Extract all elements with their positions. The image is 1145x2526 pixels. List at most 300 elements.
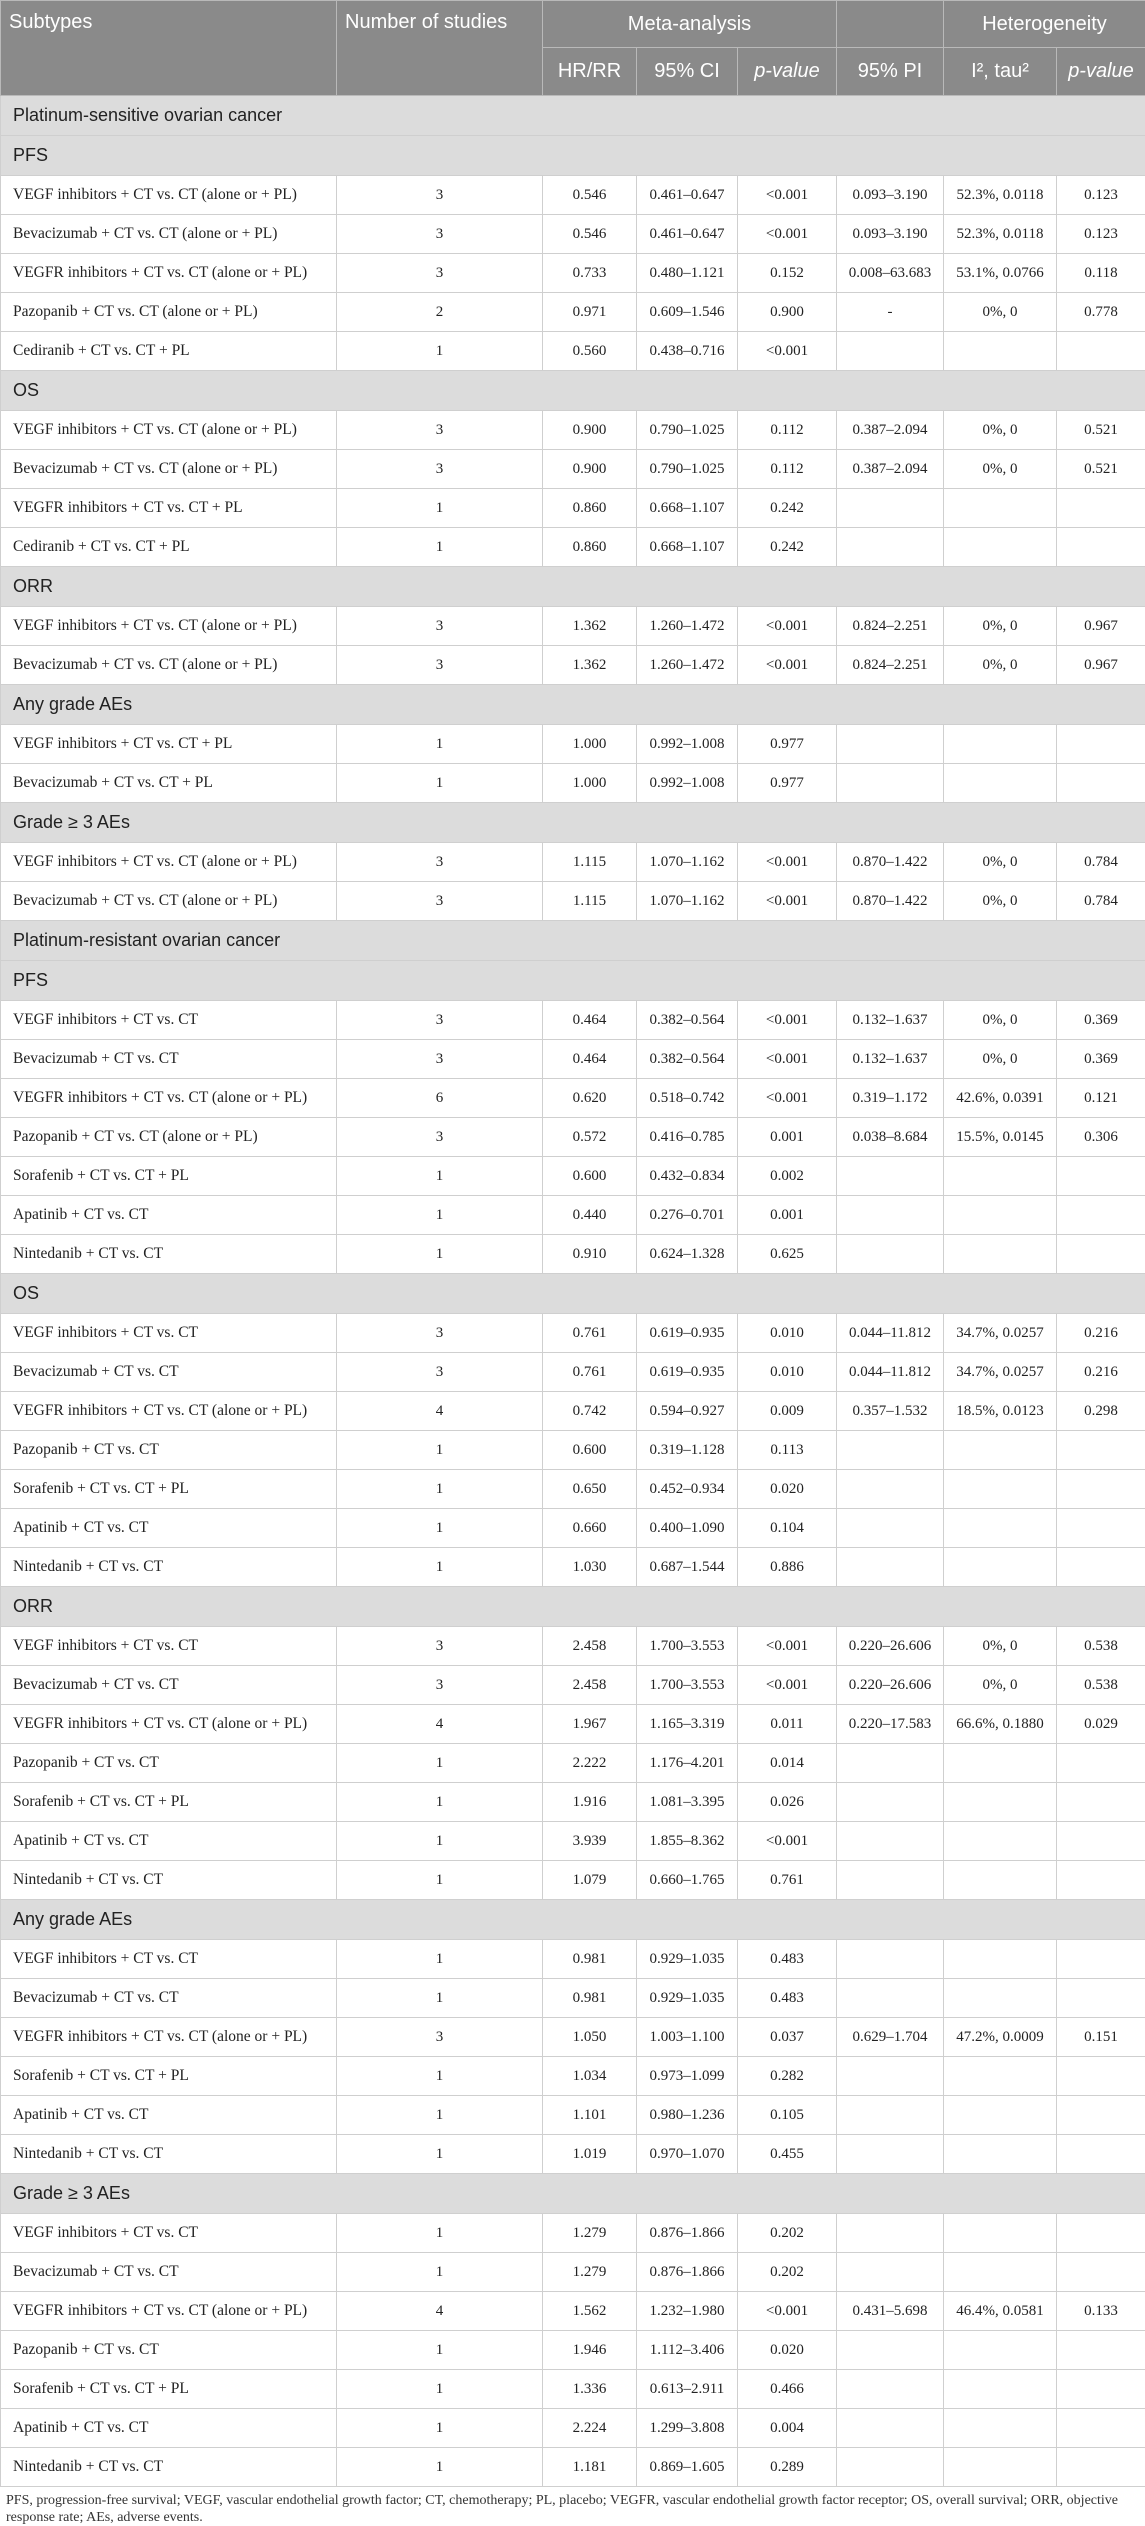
cell-p-value: 0.112: [738, 450, 837, 489]
table-row: [1, 725, 1145, 764]
cell-comparison: Bevacizumab + CT vs. CT: [1, 1979, 337, 2018]
cell-95-pi: [837, 1940, 944, 1979]
cell-hr-rr: 0.572: [543, 1118, 637, 1157]
cell-comparison: VEGFR inhibitors + CT vs. CT (alone or + PL): [1, 1079, 337, 1118]
cell-hr-rr: 1.362: [543, 607, 637, 646]
section-label: Any grade AEs: [1, 1900, 1145, 1940]
section-label: ORR: [1, 567, 1145, 607]
cell-number-of-studies: 3: [337, 1001, 543, 1040]
table-row: [1, 1861, 1145, 1900]
cell-number-of-studies: 2: [337, 293, 543, 332]
cell-95-ci: 0.687–1.544: [637, 1548, 738, 1587]
cell-95-ci: 1.700–3.553: [637, 1627, 738, 1666]
cell-number-of-studies: 1: [337, 1940, 543, 1979]
cell-95-ci: 0.973–1.099: [637, 2057, 738, 2096]
table-row: [1, 1979, 1145, 2018]
cell-hr-rr: 1.079: [543, 1861, 637, 1900]
cell-hr-rr: 0.761: [543, 1314, 637, 1353]
cell-comparison: Cediranib + CT vs. CT + PL: [1, 332, 337, 371]
cell-number-of-studies: 4: [337, 1392, 543, 1431]
cell-p-value: 0.004: [738, 2409, 837, 2448]
cell-number-of-studies: 1: [337, 332, 543, 371]
table-row: [1, 764, 1145, 803]
cell-hr-rr: 1.279: [543, 2253, 637, 2292]
cell-i2-tau2: [944, 725, 1057, 764]
cell-comparison: Sorafenib + CT vs. CT + PL: [1, 1783, 337, 1822]
cell-i2-tau2: 42.6%, 0.0391: [944, 1079, 1057, 1118]
cell-95-ci: 0.594–0.927: [637, 1392, 738, 1431]
cell-i2-tau2: 0%, 0: [944, 646, 1057, 685]
cell-het-p-value: [1057, 764, 1145, 803]
cell-i2-tau2: [944, 1979, 1057, 2018]
cell-hr-rr: 0.600: [543, 1431, 637, 1470]
cell-number-of-studies: 1: [337, 725, 543, 764]
cell-i2-tau2: [944, 1157, 1057, 1196]
cell-i2-tau2: 46.4%, 0.0581: [944, 2292, 1057, 2331]
cell-95-pi: 0.387–2.094: [837, 411, 944, 450]
cell-comparison: Sorafenib + CT vs. CT + PL: [1, 1157, 337, 1196]
cell-comparison: Sorafenib + CT vs. CT + PL: [1, 2057, 337, 2096]
cell-hr-rr: 0.981: [543, 1979, 637, 2018]
cell-p-value: 0.625: [738, 1235, 837, 1274]
cell-95-pi: 0.220–26.606: [837, 1627, 944, 1666]
cell-hr-rr: 0.546: [543, 176, 637, 215]
table-row: [1, 1314, 1145, 1353]
cell-hr-rr: 1.050: [543, 2018, 637, 2057]
header-95-pi: 95% PI: [837, 48, 944, 96]
cell-i2-tau2: 52.3%, 0.0118: [944, 215, 1057, 254]
cell-number-of-studies: 3: [337, 176, 543, 215]
header-subtypes: Subtypes: [1, 1, 337, 96]
cell-number-of-studies: 3: [337, 450, 543, 489]
cell-i2-tau2: [944, 2135, 1057, 2174]
cell-p-value: 0.289: [738, 2448, 837, 2487]
cell-95-pi: [837, 1744, 944, 1783]
cell-95-ci: 1.260–1.472: [637, 607, 738, 646]
cell-95-pi: [837, 1157, 944, 1196]
cell-95-ci: 0.438–0.716: [637, 332, 738, 371]
cell-95-pi: [837, 2057, 944, 2096]
cell-comparison: Nintedanib + CT vs. CT: [1, 1548, 337, 1587]
cell-het-p-value: [1057, 1235, 1145, 1274]
cell-comparison: Sorafenib + CT vs. CT + PL: [1, 2370, 337, 2409]
cell-hr-rr: 1.916: [543, 1783, 637, 1822]
table-row: [1, 293, 1145, 332]
cell-i2-tau2: [944, 2096, 1057, 2135]
section-row: [1, 961, 1145, 1001]
cell-p-value: 0.009: [738, 1392, 837, 1431]
cell-het-p-value: 0.784: [1057, 843, 1145, 882]
cell-number-of-studies: 1: [337, 2331, 543, 2370]
cell-i2-tau2: 52.3%, 0.0118: [944, 176, 1057, 215]
cell-het-p-value: 0.298: [1057, 1392, 1145, 1431]
cell-comparison: Bevacizumab + CT vs. CT: [1, 1040, 337, 1079]
header-i2-tau2: I², tau²: [944, 48, 1057, 96]
header-empty: [837, 1, 944, 48]
cell-comparison: Apatinib + CT vs. CT: [1, 1509, 337, 1548]
cell-comparison: Nintedanib + CT vs. CT: [1, 2135, 337, 2174]
cell-p-value: <0.001: [738, 1822, 837, 1861]
cell-hr-rr: 2.458: [543, 1627, 637, 1666]
table-row: [1, 332, 1145, 371]
section-label: ORR: [1, 1587, 1145, 1627]
cell-hr-rr: 1.034: [543, 2057, 637, 2096]
table-row: [1, 1666, 1145, 1705]
cell-95-pi: 0.431–5.698: [837, 2292, 944, 2331]
cell-het-p-value: [1057, 2370, 1145, 2409]
cell-comparison: Pazopanib + CT vs. CT: [1, 2331, 337, 2370]
section-row: [1, 1274, 1145, 1314]
cell-i2-tau2: [944, 1509, 1057, 1548]
cell-95-pi: 0.870–1.422: [837, 882, 944, 921]
cell-p-value: <0.001: [738, 176, 837, 215]
cell-number-of-studies: 1: [337, 2253, 543, 2292]
table-row: [1, 1705, 1145, 1744]
cell-hr-rr: 3.939: [543, 1822, 637, 1861]
header-het-p-value: p-value: [1057, 48, 1145, 96]
table-row: [1, 1509, 1145, 1548]
cell-hr-rr: 1.115: [543, 843, 637, 882]
table-row: [1, 1822, 1145, 1861]
cell-p-value: 0.113: [738, 1431, 837, 1470]
cell-i2-tau2: 0%, 0: [944, 1001, 1057, 1040]
cell-hr-rr: 0.742: [543, 1392, 637, 1431]
cell-het-p-value: 0.967: [1057, 646, 1145, 685]
cell-comparison: VEGFR inhibitors + CT vs. CT (alone or + PL): [1, 1705, 337, 1744]
cell-95-ci: 0.452–0.934: [637, 1470, 738, 1509]
cell-comparison: Pazopanib + CT vs. CT: [1, 1431, 337, 1470]
cell-i2-tau2: 0%, 0: [944, 1666, 1057, 1705]
table-row: [1, 1940, 1145, 1979]
cell-hr-rr: 0.981: [543, 1940, 637, 1979]
cell-number-of-studies: 3: [337, 1118, 543, 1157]
cell-number-of-studies: 4: [337, 2292, 543, 2331]
cell-95-ci: 0.660–1.765: [637, 1861, 738, 1900]
cell-number-of-studies: 1: [337, 2214, 543, 2253]
section-label: OS: [1, 1274, 1145, 1314]
cell-p-value: 0.886: [738, 1548, 837, 1587]
cell-i2-tau2: 0%, 0: [944, 293, 1057, 332]
cell-number-of-studies: 1: [337, 764, 543, 803]
cell-number-of-studies: 3: [337, 254, 543, 293]
section-label: Any grade AEs: [1, 685, 1145, 725]
table-row: [1, 450, 1145, 489]
cell-95-ci: 0.876–1.866: [637, 2253, 738, 2292]
cell-95-pi: [837, 1979, 944, 2018]
cell-95-ci: 1.176–4.201: [637, 1744, 738, 1783]
cell-i2-tau2: [944, 2214, 1057, 2253]
cell-i2-tau2: 0%, 0: [944, 1627, 1057, 1666]
cell-95-ci: 1.165–3.319: [637, 1705, 738, 1744]
cell-hr-rr: 0.761: [543, 1353, 637, 1392]
cell-i2-tau2: [944, 1470, 1057, 1509]
cell-comparison: VEGFR inhibitors + CT vs. CT (alone or + PL): [1, 2018, 337, 2057]
cell-95-ci: 0.929–1.035: [637, 1979, 738, 2018]
cell-p-value: 0.761: [738, 1861, 837, 1900]
cell-95-pi: [837, 1861, 944, 1900]
cell-comparison: VEGF inhibitors + CT vs. CT: [1, 1627, 337, 1666]
cell-p-value: 0.001: [738, 1118, 837, 1157]
cell-hr-rr: 0.650: [543, 1470, 637, 1509]
cell-p-value: 0.466: [738, 2370, 837, 2409]
cell-het-p-value: [1057, 1431, 1145, 1470]
section-label: Grade ≥ 3 AEs: [1, 2174, 1145, 2214]
cell-hr-rr: 1.000: [543, 725, 637, 764]
header-meta-analysis: Meta-analysis: [543, 1, 837, 48]
cell-i2-tau2: [944, 1548, 1057, 1587]
cell-p-value: 0.112: [738, 411, 837, 450]
cell-number-of-studies: 1: [337, 1235, 543, 1274]
cell-p-value: 0.282: [738, 2057, 837, 2096]
cell-het-p-value: [1057, 1470, 1145, 1509]
section-row: [1, 803, 1145, 843]
cell-p-value: <0.001: [738, 215, 837, 254]
cell-hr-rr: 2.458: [543, 1666, 637, 1705]
table-row: [1, 2253, 1145, 2292]
cell-het-p-value: [1057, 1940, 1145, 1979]
cell-i2-tau2: [944, 2409, 1057, 2448]
cell-95-ci: 0.276–0.701: [637, 1196, 738, 1235]
table-row: [1, 2018, 1145, 2057]
cell-95-ci: 0.869–1.605: [637, 2448, 738, 2487]
cell-i2-tau2: 0%, 0: [944, 843, 1057, 882]
section-label: Grade ≥ 3 AEs: [1, 803, 1145, 843]
section-row: [1, 1587, 1145, 1627]
cell-95-pi: [837, 528, 944, 567]
cell-i2-tau2: 53.1%, 0.0766: [944, 254, 1057, 293]
cell-95-pi: 0.824–2.251: [837, 646, 944, 685]
cell-95-ci: 0.461–0.647: [637, 176, 738, 215]
cell-het-p-value: [1057, 2448, 1145, 2487]
table-row: [1, 1040, 1145, 1079]
cell-comparison: Bevacizumab + CT vs. CT: [1, 1353, 337, 1392]
cell-het-p-value: [1057, 1157, 1145, 1196]
cell-95-pi: [837, 1783, 944, 1822]
cell-p-value: 0.900: [738, 293, 837, 332]
cell-95-ci: 0.992–1.008: [637, 764, 738, 803]
cell-number-of-studies: 1: [337, 1470, 543, 1509]
section-label: OS: [1, 371, 1145, 411]
cell-comparison: Pazopanib + CT vs. CT (alone or + PL): [1, 1118, 337, 1157]
cell-number-of-studies: 3: [337, 1353, 543, 1392]
cell-het-p-value: [1057, 2214, 1145, 2253]
cell-95-pi: [837, 1431, 944, 1470]
cell-hr-rr: 1.030: [543, 1548, 637, 1587]
cell-hr-rr: 1.336: [543, 2370, 637, 2409]
table-row: [1, 2096, 1145, 2135]
cell-number-of-studies: 1: [337, 489, 543, 528]
cell-95-pi: -: [837, 293, 944, 332]
cell-het-p-value: 0.029: [1057, 1705, 1145, 1744]
cell-p-value: 0.020: [738, 1470, 837, 1509]
header-number-of-studies: Number of studies: [337, 1, 543, 96]
cell-95-pi: 0.044–11.812: [837, 1353, 944, 1392]
cell-number-of-studies: 3: [337, 2018, 543, 2057]
cell-i2-tau2: 0%, 0: [944, 450, 1057, 489]
cell-p-value: <0.001: [738, 1666, 837, 1705]
cell-het-p-value: 0.133: [1057, 2292, 1145, 2331]
table-row: [1, 1196, 1145, 1235]
cell-i2-tau2: [944, 1861, 1057, 1900]
cell-95-ci: 0.432–0.834: [637, 1157, 738, 1196]
cell-p-value: 0.202: [738, 2214, 837, 2253]
table-row: [1, 2370, 1145, 2409]
cell-i2-tau2: [944, 1822, 1057, 1861]
cell-comparison: VEGF inhibitors + CT vs. CT: [1, 2214, 337, 2253]
cell-het-p-value: 0.123: [1057, 176, 1145, 215]
table-row: [1, 2292, 1145, 2331]
table-row: [1, 1235, 1145, 1274]
cell-hr-rr: 0.440: [543, 1196, 637, 1235]
cell-p-value: 0.152: [738, 254, 837, 293]
cell-p-value: <0.001: [738, 1627, 837, 1666]
cell-hr-rr: 0.546: [543, 215, 637, 254]
cell-p-value: <0.001: [738, 1040, 837, 1079]
cell-hr-rr: 0.733: [543, 254, 637, 293]
cell-95-ci: 0.929–1.035: [637, 1940, 738, 1979]
cell-p-value: 0.242: [738, 489, 837, 528]
cell-het-p-value: 0.369: [1057, 1040, 1145, 1079]
cell-comparison: Nintedanib + CT vs. CT: [1, 2448, 337, 2487]
cell-p-value: <0.001: [738, 1079, 837, 1118]
cell-p-value: <0.001: [738, 882, 837, 921]
cell-95-ci: 0.668–1.107: [637, 489, 738, 528]
cell-i2-tau2: [944, 332, 1057, 371]
cell-i2-tau2: [944, 2448, 1057, 2487]
cell-het-p-value: [1057, 2096, 1145, 2135]
table-row: [1, 1470, 1145, 1509]
cell-p-value: <0.001: [738, 332, 837, 371]
cell-comparison: VEGFR inhibitors + CT vs. CT (alone or + PL): [1, 254, 337, 293]
cell-number-of-studies: 3: [337, 646, 543, 685]
cell-95-ci: 0.613–2.911: [637, 2370, 738, 2409]
cell-het-p-value: [1057, 1822, 1145, 1861]
cell-95-ci: 0.382–0.564: [637, 1001, 738, 1040]
cell-95-pi: 0.220–17.583: [837, 1705, 944, 1744]
cell-p-value: 0.483: [738, 1979, 837, 2018]
table-header: [1, 1, 1145, 96]
cell-het-p-value: [1057, 1783, 1145, 1822]
table-row: [1, 607, 1145, 646]
cell-95-pi: [837, 1509, 944, 1548]
cell-comparison: VEGF inhibitors + CT vs. CT: [1, 1940, 337, 1979]
cell-number-of-studies: 1: [337, 1783, 543, 1822]
cell-95-ci: 0.980–1.236: [637, 2096, 738, 2135]
table-row: [1, 1353, 1145, 1392]
cell-p-value: 0.020: [738, 2331, 837, 2370]
cell-number-of-studies: 3: [337, 882, 543, 921]
table-row: [1, 1079, 1145, 1118]
table-row: [1, 2214, 1145, 2253]
header-95-ci: 95% CI: [637, 48, 738, 96]
cell-95-pi: 0.093–3.190: [837, 215, 944, 254]
cell-comparison: VEGF inhibitors + CT vs. CT + PL: [1, 725, 337, 764]
cell-i2-tau2: 47.2%, 0.0009: [944, 2018, 1057, 2057]
cell-i2-tau2: [944, 489, 1057, 528]
cell-hr-rr: 1.101: [543, 2096, 637, 2135]
cell-number-of-studies: 1: [337, 2370, 543, 2409]
cell-95-pi: 0.008–63.683: [837, 254, 944, 293]
section-label: Platinum-resistant ovarian cancer: [1, 921, 1145, 961]
cell-comparison: Bevacizumab + CT vs. CT: [1, 1666, 337, 1705]
cell-95-ci: 0.624–1.328: [637, 1235, 738, 1274]
cell-95-pi: [837, 2409, 944, 2448]
cell-p-value: 0.001: [738, 1196, 837, 1235]
cell-comparison: Bevacizumab + CT vs. CT (alone or + PL): [1, 646, 337, 685]
cell-p-value: 0.037: [738, 2018, 837, 2057]
cell-comparison: VEGF inhibitors + CT vs. CT (alone or + PL): [1, 411, 337, 450]
section-row: [1, 2174, 1145, 2214]
cell-p-value: 0.104: [738, 1509, 837, 1548]
cell-i2-tau2: 34.7%, 0.0257: [944, 1314, 1057, 1353]
cell-het-p-value: [1057, 1861, 1145, 1900]
cell-number-of-studies: 1: [337, 2448, 543, 2487]
section-row: [1, 371, 1145, 411]
cell-95-pi: 0.824–2.251: [837, 607, 944, 646]
section-row: [1, 136, 1145, 176]
cell-number-of-studies: 1: [337, 1822, 543, 1861]
cell-het-p-value: 0.216: [1057, 1314, 1145, 1353]
cell-number-of-studies: 3: [337, 1040, 543, 1079]
cell-number-of-studies: 1: [337, 2135, 543, 2174]
cell-95-pi: 0.132–1.637: [837, 1001, 944, 1040]
cell-het-p-value: [1057, 1196, 1145, 1235]
cell-het-p-value: 0.306: [1057, 1118, 1145, 1157]
cell-95-ci: 1.855–8.362: [637, 1822, 738, 1861]
cell-p-value: 0.977: [738, 725, 837, 764]
cell-95-pi: 0.038–8.684: [837, 1118, 944, 1157]
cell-number-of-studies: 3: [337, 215, 543, 254]
cell-het-p-value: 0.369: [1057, 1001, 1145, 1040]
cell-comparison: Nintedanib + CT vs. CT: [1, 1861, 337, 1900]
cell-95-ci: 0.518–0.742: [637, 1079, 738, 1118]
table-row: [1, 2331, 1145, 2370]
cell-95-ci: 1.081–3.395: [637, 1783, 738, 1822]
cell-number-of-studies: 3: [337, 411, 543, 450]
cell-hr-rr: 1.946: [543, 2331, 637, 2370]
cell-i2-tau2: [944, 2370, 1057, 2409]
cell-number-of-studies: 3: [337, 1627, 543, 1666]
cell-hr-rr: 0.464: [543, 1001, 637, 1040]
cell-p-value: 0.011: [738, 1705, 837, 1744]
table-row: [1, 176, 1145, 215]
cell-95-ci: 0.668–1.107: [637, 528, 738, 567]
cell-95-pi: [837, 2096, 944, 2135]
cell-95-ci: 1.232–1.980: [637, 2292, 738, 2331]
table-row: [1, 528, 1145, 567]
cell-i2-tau2: 34.7%, 0.0257: [944, 1353, 1057, 1392]
table-footnote: PFS, progression-free survival; VEGF, vascular endothelial growth factor; CT, chemotherapy; PL, placebo; VEGFR, vascular endothelial growth factor receptor; OS, overall survival; ORR, objective response rate; AEs, adverse events.: [0, 2487, 1145, 2526]
cell-95-pi: 0.044–11.812: [837, 1314, 944, 1353]
cell-p-value: 0.010: [738, 1314, 837, 1353]
cell-hr-rr: 0.560: [543, 332, 637, 371]
cell-95-ci: 1.070–1.162: [637, 843, 738, 882]
cell-95-pi: 0.220–26.606: [837, 1666, 944, 1705]
cell-p-value: <0.001: [738, 607, 837, 646]
cell-comparison: Apatinib + CT vs. CT: [1, 2096, 337, 2135]
section-label: Platinum-sensitive ovarian cancer: [1, 96, 1145, 136]
cell-p-value: 0.977: [738, 764, 837, 803]
cell-hr-rr: 1.115: [543, 882, 637, 921]
cell-comparison: Sorafenib + CT vs. CT + PL: [1, 1470, 337, 1509]
cell-95-ci: 1.070–1.162: [637, 882, 738, 921]
cell-95-ci: 0.400–1.090: [637, 1509, 738, 1548]
cell-comparison: VEGF inhibitors + CT vs. CT: [1, 1314, 337, 1353]
cell-hr-rr: 0.860: [543, 489, 637, 528]
cell-number-of-studies: 1: [337, 2096, 543, 2135]
table-row: [1, 1744, 1145, 1783]
cell-95-ci: 0.790–1.025: [637, 411, 738, 450]
